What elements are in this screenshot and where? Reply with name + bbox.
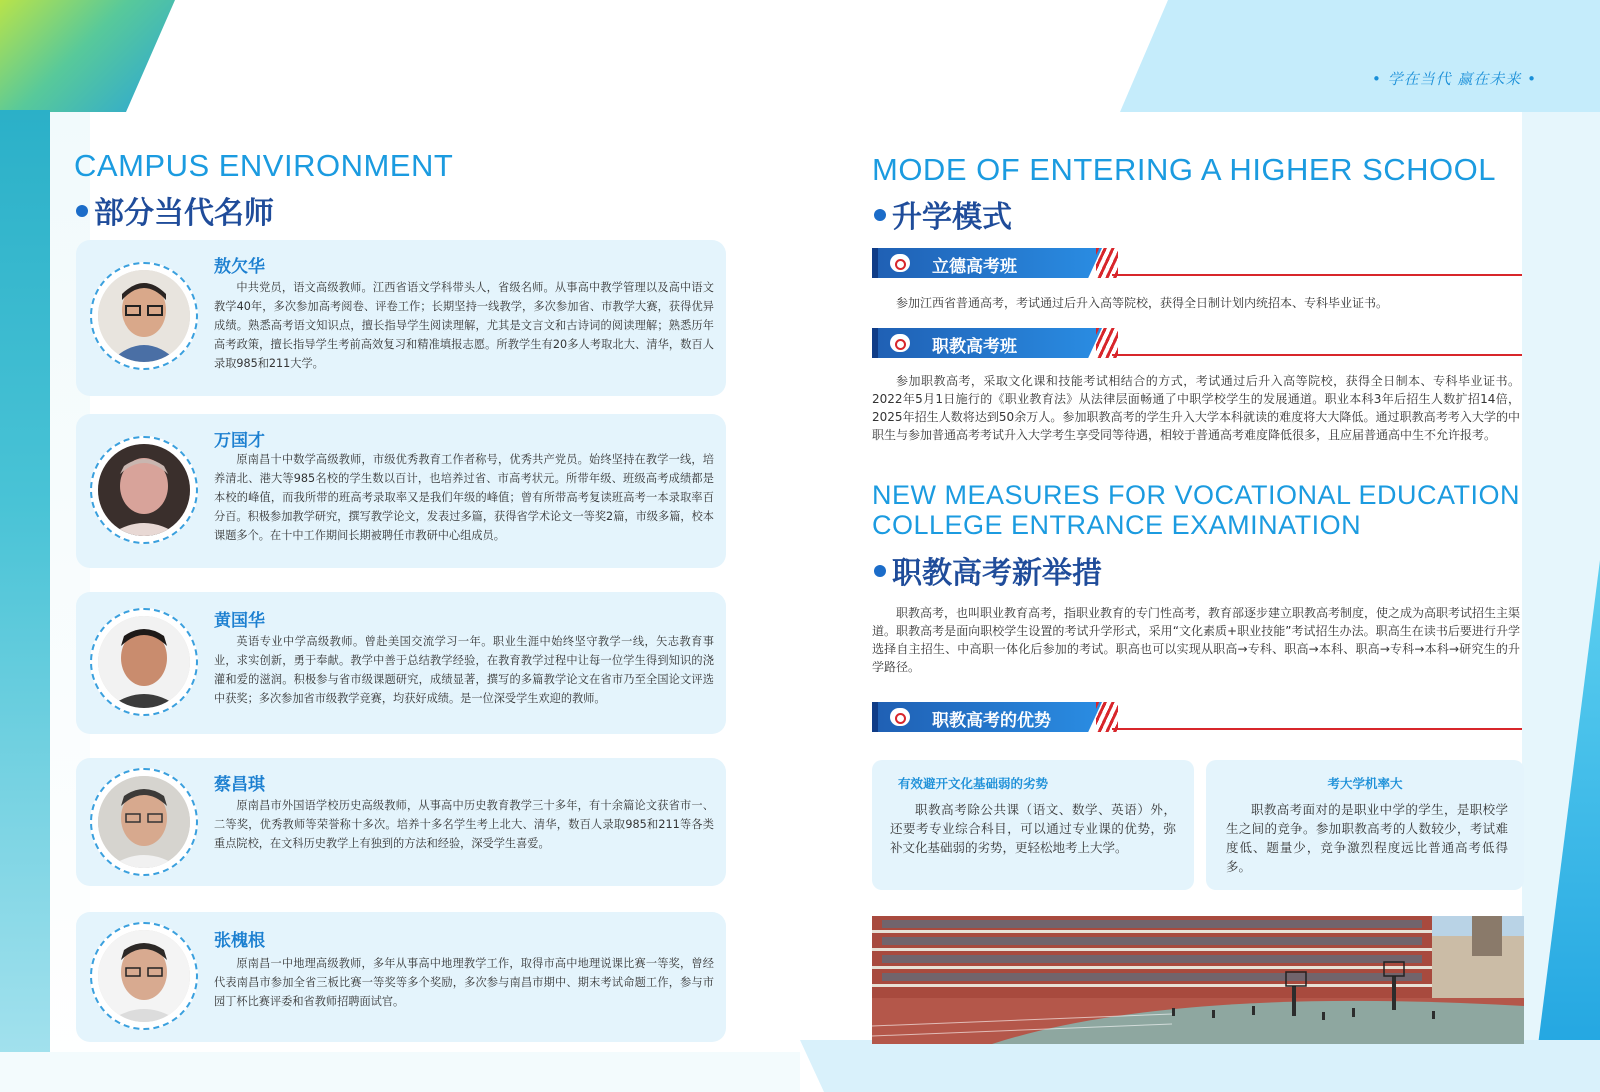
section-header-advantages [872,702,1522,732]
campus-photo [872,916,1524,1044]
bullet-icon [76,205,88,217]
new-measures-title-line2: COLLEGE ENTRANCE EXAMINATION [872,510,1362,540]
badge-icon [890,708,910,726]
advantage-title: 有效避开文化基础弱的劣势 [898,776,1049,791]
teacher-name: 蔡昌琪 [214,775,265,795]
teacher-bio: 原南昌市外国语学校历史高级教师，从事高中历史教育教学三十多年，有十余篇论文获省市一、二等奖，优秀教师等荣誉称十多次。培养十多名学生考上北大、清华，数百人录取985和211等各类重点院校，在文科历史教学上有独到的方法和经验，深受学生喜爱。 [214,799,714,850]
bullet-icon [874,209,886,221]
teacher-avatar [90,768,198,876]
section-label: 职教高考班 [932,337,1017,357]
bottom-left-decoration [0,1052,800,1092]
teacher-name: 敖欠华 [214,257,265,277]
left-edge-decoration [0,110,50,1092]
teachers-heading [76,188,274,232]
advantage-title: 考大学机率大 [1327,776,1403,791]
teacher-bio: 英语专业中学高级教师。曾赴美国交流学习一年。职业生涯中始终坚守教学一线，矢志教育事业，求实创新，勇于奉献。教学中善于总结教学经验，在教育教学过程中让每一位学生得到知识的浇灌和爱的滋润。积极参与省市级课题研究，成绩显著，撰写的多篇教学论文在省市乃至全国论文评选中获奖；多次参加省市级教学竞赛，均获好成绩。是一位深受学生欢迎的教师。 [214,635,714,705]
advantage-text: 职教高考除公共课（语文、数学、英语）外，还要考专业综合科目，可以通过专业课的优势，弥补文化基础弱的劣势，更轻松地考上大学。 [890,802,1176,855]
section-label: 职教高考的优势 [932,711,1051,731]
section-text: 参加职教高考，采取文化课和技能考试相结合的方式，考试通过后升入高等院校，获得全日制本、专科毕业证书。2022年5月1日施行的《职业教育法》从法律层面畅通了中职学校学生的发展通道。职业本科3年后招生人数扩招14倍，2025年招生人数将达到50余万人。参加职教高考的学生升入大学本科就读的难度将大大降低。通过职教高考考入大学的中职生与参加普通高考考试升入大学考生享受同等待遇，相较于普通高考难度降低很多，且应届普通高中生不允许报考。 [872,374,1520,442]
badge-icon [890,254,910,272]
measures-heading [874,548,1102,592]
corner-decoration [0,0,175,112]
section-header-zhijiao [872,328,1522,358]
teacher-avatar [90,608,198,716]
right-top-decoration [1120,0,1600,112]
slogan: • 学在当代 赢在未来 • [1372,70,1538,88]
teacher-avatar [90,262,198,370]
bullet-icon [874,565,886,577]
section-header-lide [872,248,1522,278]
teacher-name: 张槐根 [214,931,265,951]
teacher-name: 黄国华 [214,611,265,631]
teacher-card [76,592,726,734]
advantage-box [1206,760,1524,890]
advantage-box [872,760,1194,890]
measures-text: 职教高考，也叫职业教育高考，指职业教育的专门性高考，教育部逐步建立职教高考制度，使之成为高职考试招生主渠道。职教高考是面向职校学生设置的考试升学形式，采用“文化素质+职业技能”考试招生办法。职高生在读书后要进行升学选择自主招生、中高职一体化后参加的考试。职高也可以实现从职高→专科、职高→本科、职高→专科→本科→研究生的升学路径。 [872,606,1521,674]
section-text: 参加江西省普通高考，考试通过后升入高等院校，获得全日制计划内统招本、专科毕业证书。 [896,296,1389,310]
teacher-name: 万国才 [214,431,265,451]
new-measures-title-line1: NEW MEASURES FOR VOCATIONAL EDUCATION [872,480,1521,510]
teacher-card [76,240,726,396]
teachers-heading-text: 部分当代名师 [94,196,274,231]
teacher-bio: 原南昌一中地理高级教师，多年从事高中地理教学工作，取得市高中地理说课比赛一等奖，曾经代表南昌市参加全省三板比赛一等奖等多个奖励，多次参与南昌市期中、期末考试命题工作，参与市园丁杯比赛评委和省教师招聘面试官。 [214,957,714,1008]
mode-heading [874,192,1012,236]
measures-heading-text: 职教高考新举措 [892,556,1102,591]
badge-icon [890,334,910,352]
teacher-card [76,912,726,1042]
teacher-card [76,758,726,886]
teacher-avatar [90,436,198,544]
teacher-bio: 中共党员，语文高级教师。江西省语文学科带头人，省级名师。从事高中教学管理以及高中语文教学40年，多次参加高考阅卷、评卷工作；长期坚持一线教学，多次参加省、市教学大赛，获得优异成绩。熟悉高考语文知识点，擅长指导学生阅读理解，尤其是文言文和古诗词的阅读理解；熟悉历年高考政策，擅长指导学生考前高效复习和精准填报志愿。所教学生有20多人考取北大、清华，数百人录取985和211大学。 [214,281,714,370]
higher-school-title: MODE OF ENTERING A HIGHER SCHOOL [872,152,1497,187]
campus-environment-title: CAMPUS ENVIRONMENT [74,148,454,183]
teacher-avatar [90,922,198,1030]
section-label: 立德高考班 [932,257,1017,277]
teacher-bio: 原南昌十中数学高级教师，市级优秀教育工作者称号，优秀共产党员。始终坚持在教学一线，培养清北、港大等985名校的学生数以百计，也培养过省、市高考状元。所带年级、班级高考成绩都是本校的峰值，而我所带的班高考录取率又是我们年级的峰值；曾有所带高考复读班高考一本录取率百分百。积极参加教学研究，撰写教学论文，发表过多篇，获得省学术论文一等奖2篇，市级多篇，校本课题多个。在十中工作期间长期被聘任市教研中心组成员。 [214,453,714,542]
teacher-card [76,414,726,568]
bottom-right-decoration [800,1040,1600,1092]
advantage-text: 职教高考面对的是职业中学的学生，是职校学生之间的竞争。参加职教高考的人数较少，考试难度低、题量少，竞争激烈程度远比普通高考低得多。 [1226,802,1508,874]
mode-heading-text: 升学模式 [892,200,1012,235]
